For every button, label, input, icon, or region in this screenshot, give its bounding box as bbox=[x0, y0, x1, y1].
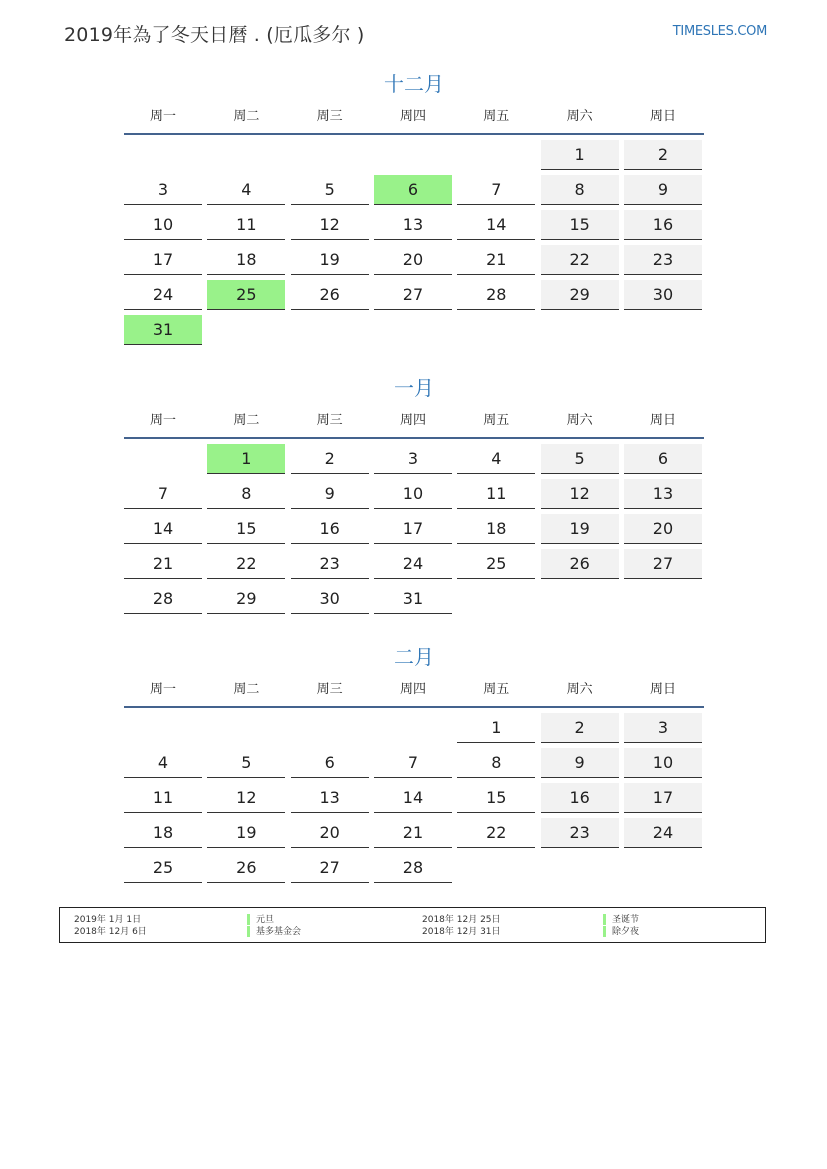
day-cell[interactable]: 29 bbox=[541, 280, 619, 310]
day-cell[interactable]: 28 bbox=[457, 280, 535, 310]
legend-holiday-name: 元旦 bbox=[256, 915, 275, 925]
day-cell[interactable]: 26 bbox=[291, 280, 369, 310]
legend-date: 2018年 12月 31日 bbox=[422, 927, 501, 937]
day-cell[interactable]: 16 bbox=[624, 210, 702, 240]
weekday-label: 周一 bbox=[149, 413, 176, 428]
page-title: 2019年為了冬天日曆 . (厄瓜多尔 ) bbox=[64, 24, 365, 46]
empty-cell bbox=[374, 713, 452, 743]
day-cell[interactable]: 24 bbox=[624, 818, 702, 848]
day-cell[interactable]: 15 bbox=[207, 514, 285, 544]
weekday-label: 周五 bbox=[483, 682, 510, 697]
weekday-header bbox=[124, 673, 704, 708]
day-cell[interactable]: 11 bbox=[207, 210, 285, 240]
day-cell[interactable]: 9 bbox=[291, 479, 369, 509]
day-cell[interactable]: 11 bbox=[457, 479, 535, 509]
site-link[interactable]: TIMESLES.COM bbox=[672, 24, 767, 39]
day-cell[interactable]: 7 bbox=[457, 175, 535, 205]
day-cell[interactable]: 25 bbox=[457, 549, 535, 579]
day-cell[interactable]: 15 bbox=[541, 210, 619, 240]
legend-date: 2018年 12月 6日 bbox=[74, 927, 147, 937]
month-title: 一月 bbox=[394, 376, 434, 400]
empty-cell bbox=[291, 713, 369, 743]
weekday-label: 周日 bbox=[649, 682, 676, 697]
day-cell[interactable]: 11 bbox=[124, 783, 202, 813]
day-cell[interactable]: 25 bbox=[124, 853, 202, 883]
day-cell[interactable]: 24 bbox=[374, 549, 452, 579]
day-cell[interactable]: 18 bbox=[124, 818, 202, 848]
weekday-label: 周四 bbox=[399, 413, 426, 428]
day-cell[interactable]: 4 bbox=[207, 175, 285, 205]
day-cell[interactable]: 13 bbox=[291, 783, 369, 813]
empty-cell bbox=[207, 713, 285, 743]
day-cell[interactable]: 19 bbox=[291, 245, 369, 275]
weekday-header bbox=[124, 404, 704, 439]
day-cell[interactable]: 30 bbox=[291, 584, 369, 614]
day-cell[interactable]: 5 bbox=[207, 748, 285, 778]
day-cell[interactable]: 20 bbox=[374, 245, 452, 275]
day-cell[interactable]: 2 bbox=[624, 140, 702, 170]
day-cell[interactable]: 5 bbox=[541, 444, 619, 474]
day-cell[interactable]: 26 bbox=[541, 549, 619, 579]
weekday-label: 周三 bbox=[316, 682, 343, 697]
weekday-label: 周一 bbox=[149, 109, 176, 124]
legend-holiday-name: 基多基金会 bbox=[256, 927, 302, 937]
day-cell[interactable]: 22 bbox=[207, 549, 285, 579]
day-cell[interactable]: 18 bbox=[457, 514, 535, 544]
day-cell[interactable]: 17 bbox=[624, 783, 702, 813]
day-cell[interactable]: 13 bbox=[374, 210, 452, 240]
day-cell[interactable]: 22 bbox=[457, 818, 535, 848]
weekday-label: 周日 bbox=[649, 109, 676, 124]
day-cell[interactable]: 16 bbox=[541, 783, 619, 813]
day-cell[interactable]: 1 bbox=[457, 713, 535, 743]
day-grid bbox=[124, 444, 704, 614]
day-cell[interactable]: 3 bbox=[624, 713, 702, 743]
day-cell[interactable]: 6 bbox=[624, 444, 702, 474]
day-cell[interactable]: 15 bbox=[457, 783, 535, 813]
weekday-label: 周五 bbox=[483, 413, 510, 428]
day-cell[interactable]: 5 bbox=[291, 175, 369, 205]
day-cell[interactable]: 7 bbox=[124, 479, 202, 509]
empty-cell bbox=[124, 713, 202, 743]
month-february bbox=[124, 641, 704, 883]
legend-holiday-name: 圣诞节 bbox=[612, 915, 640, 925]
day-cell[interactable]: 21 bbox=[457, 245, 535, 275]
holiday-marker bbox=[247, 926, 250, 937]
day-cell[interactable]: 24 bbox=[124, 280, 202, 310]
weekday-label: 周一 bbox=[149, 682, 176, 697]
holiday-legend bbox=[59, 907, 766, 943]
day-cell[interactable]: 27 bbox=[374, 280, 452, 310]
day-cell[interactable]: 30 bbox=[624, 280, 702, 310]
month-title: 十二月 bbox=[384, 72, 444, 96]
day-cell[interactable]: 31 bbox=[374, 584, 452, 614]
day-cell[interactable]: 8 bbox=[207, 479, 285, 509]
holiday-marker bbox=[603, 914, 606, 925]
day-cell-holiday[interactable]: 25 bbox=[207, 280, 285, 310]
day-cell[interactable]: 10 bbox=[124, 210, 202, 240]
day-cell[interactable]: 7 bbox=[374, 748, 452, 778]
legend-date: 2019年 1月 1日 bbox=[74, 915, 142, 925]
empty-cell bbox=[291, 140, 369, 170]
day-cell[interactable]: 2 bbox=[541, 713, 619, 743]
day-cell[interactable]: 10 bbox=[374, 479, 452, 509]
day-cell[interactable]: 23 bbox=[624, 245, 702, 275]
day-cell[interactable]: 8 bbox=[457, 748, 535, 778]
day-cell[interactable]: 14 bbox=[124, 514, 202, 544]
day-cell[interactable]: 18 bbox=[207, 245, 285, 275]
day-cell[interactable]: 2 bbox=[291, 444, 369, 474]
day-cell[interactable]: 27 bbox=[624, 549, 702, 579]
month-title: 二月 bbox=[394, 645, 434, 669]
holiday-marker bbox=[603, 926, 606, 937]
day-cell[interactable]: 3 bbox=[124, 175, 202, 205]
day-cell[interactable]: 13 bbox=[624, 479, 702, 509]
empty-cell bbox=[374, 140, 452, 170]
empty-cell bbox=[207, 140, 285, 170]
weekday-label: 周三 bbox=[316, 109, 343, 124]
day-cell[interactable]: 23 bbox=[291, 549, 369, 579]
day-cell[interactable]: 17 bbox=[374, 514, 452, 544]
day-cell[interactable]: 16 bbox=[291, 514, 369, 544]
day-cell[interactable]: 14 bbox=[374, 783, 452, 813]
day-cell-holiday[interactable]: 31 bbox=[124, 315, 202, 345]
day-grid bbox=[124, 140, 704, 345]
weekday-label: 周六 bbox=[566, 682, 593, 697]
day-cell[interactable]: 10 bbox=[624, 748, 702, 778]
day-cell[interactable]: 21 bbox=[124, 549, 202, 579]
day-cell[interactable]: 6 bbox=[291, 748, 369, 778]
day-cell[interactable]: 20 bbox=[624, 514, 702, 544]
day-cell[interactable]: 1 bbox=[541, 140, 619, 170]
weekday-label: 周二 bbox=[233, 109, 260, 124]
day-cell[interactable]: 9 bbox=[624, 175, 702, 205]
day-cell[interactable]: 21 bbox=[374, 818, 452, 848]
weekday-label: 周六 bbox=[566, 109, 593, 124]
day-cell[interactable]: 4 bbox=[124, 748, 202, 778]
legend-date: 2018年 12月 25日 bbox=[422, 915, 501, 925]
day-cell[interactable]: 22 bbox=[541, 245, 619, 275]
empty-cell bbox=[124, 444, 202, 474]
day-cell[interactable]: 14 bbox=[457, 210, 535, 240]
month-december bbox=[124, 68, 704, 345]
empty-cell bbox=[457, 140, 535, 170]
empty-cell bbox=[124, 140, 202, 170]
day-cell[interactable]: 26 bbox=[207, 853, 285, 883]
day-cell[interactable]: 12 bbox=[207, 783, 285, 813]
day-cell[interactable]: 9 bbox=[541, 748, 619, 778]
weekday-label: 周二 bbox=[233, 682, 260, 697]
day-cell-holiday[interactable]: 1 bbox=[207, 444, 285, 474]
weekday-label: 周六 bbox=[566, 413, 593, 428]
day-cell[interactable]: 12 bbox=[541, 479, 619, 509]
day-cell[interactable]: 19 bbox=[207, 818, 285, 848]
day-cell[interactable]: 17 bbox=[124, 245, 202, 275]
weekday-label: 周三 bbox=[316, 413, 343, 428]
month-january bbox=[124, 372, 704, 614]
holiday-marker bbox=[247, 914, 250, 925]
day-cell[interactable]: 3 bbox=[374, 444, 452, 474]
day-cell[interactable]: 29 bbox=[207, 584, 285, 614]
weekday-label: 周二 bbox=[233, 413, 260, 428]
weekday-header bbox=[124, 100, 704, 135]
weekday-label: 周日 bbox=[649, 413, 676, 428]
day-grid bbox=[124, 713, 704, 883]
day-cell[interactable]: 23 bbox=[541, 818, 619, 848]
day-cell[interactable]: 20 bbox=[291, 818, 369, 848]
legend-holiday-name: 除夕夜 bbox=[612, 927, 640, 937]
day-cell[interactable]: 28 bbox=[124, 584, 202, 614]
weekday-label: 周四 bbox=[399, 682, 426, 697]
day-cell-holiday[interactable]: 6 bbox=[374, 175, 452, 205]
day-cell[interactable]: 19 bbox=[541, 514, 619, 544]
day-cell[interactable]: 4 bbox=[457, 444, 535, 474]
day-cell[interactable]: 8 bbox=[541, 175, 619, 205]
day-cell[interactable]: 28 bbox=[374, 853, 452, 883]
day-cell[interactable]: 27 bbox=[291, 853, 369, 883]
day-cell[interactable]: 12 bbox=[291, 210, 369, 240]
weekday-label: 周四 bbox=[399, 109, 426, 124]
weekday-label: 周五 bbox=[483, 109, 510, 124]
